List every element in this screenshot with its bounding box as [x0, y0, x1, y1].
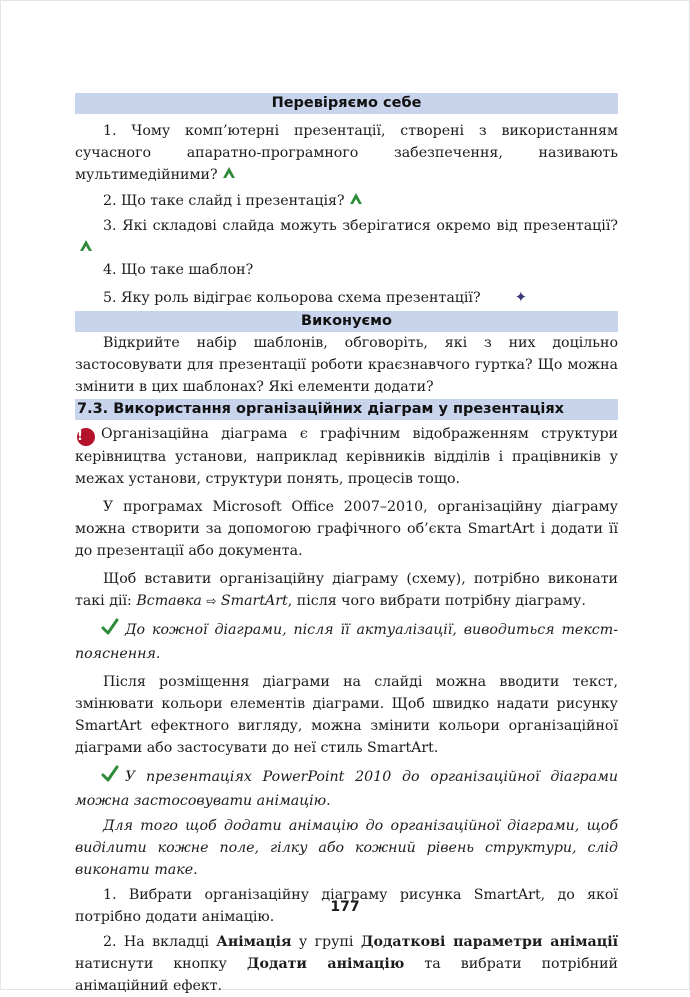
check-yourself-heading: Перевіряємо себе — [75, 93, 618, 114]
star-level-icon: ✦ — [514, 288, 528, 306]
paragraph-animation-intro: Для того щоб додати анімацію до організаційної діаграми, щоб виділити кожне поле, гілку або кожний рівень структури, слід виконати таке. — [75, 818, 618, 878]
do-it-text: Відкрийте набір шаблонів, обговоріть, які з них доцільно застосовувати для презентації роботи краєзнавчого гуртка? Що можна змінити в цих шаблонах? Які елементи додати? — [75, 335, 618, 395]
question-4: 4. Що таке шаблон? — [103, 262, 254, 278]
step-2: 2. На вкладці Анімація у групі Додаткові параметри анімації натиснути кнопку Додати анімацію та вибрати потрібний анімаційний ефект. — [75, 934, 619, 994]
question-1: 1. Чому комп’ютерні презентації, створені з використанням сучасного апаратно-програмного забезпечення, називають мультимедійними? — [75, 123, 618, 183]
note-animation: У презентаціях PowerPoint 2010 до організаційної діаграми можна застосовувати анімацію. — [75, 765, 618, 812]
question-2: 2. Що таке слайд і презентація? — [75, 190, 618, 212]
checkmark-icon — [101, 618, 119, 643]
checkmark-icon — [101, 765, 119, 790]
question-3: 3. Які складові слайда можуть зберігатися окремо від презентації? — [75, 215, 618, 259]
question-5: 5. Яку роль відіграє кольорова схема презентації? ✦ — [103, 288, 528, 306]
triangle-level-icon — [350, 193, 362, 204]
step-1: 1. Вибрати організаційну діаграму рисунка SmartArt, до якої потрібно додати анімацію. — [75, 887, 618, 925]
questions-list — [75, 120, 618, 309]
section-heading: 7.3. Використання організаційних діаграм у презентаціях — [75, 399, 618, 420]
page-content — [75, 93, 618, 997]
paragraph-after-placing: Після розміщення діаграми на слайді можна вводити текст, змінювати кольори елементів діаграми. Щоб швидко надати рисунку SmartArt ефектного вигляду, можна змінити кольори організаційної діаграми або застосувати до неї стиль SmartArt. — [75, 674, 618, 756]
note-explanation: До кожної діаграми, після її актуалізації, виводиться текст-пояснення. — [75, 618, 618, 665]
paragraph-definition: ! Організаційна діаграма є графічним відображенням структури керівництва установи, наприклад керівників відділів і працівників у межах установи, структури понять, процесів тощо. — [75, 426, 618, 487]
paragraph-insert: Щоб вставити організаційну діаграму (схему), потрібно виконати такі дії: Вставка ⇨ SmartArt, після чого вибрати потрібну діаграму. — [75, 571, 618, 609]
triangle-level-icon — [223, 167, 235, 178]
page-number: 177 — [330, 899, 360, 915]
triangle-level-icon — [80, 240, 92, 251]
paragraph-office: У програмах Microsoft Office 2007–2010, організаційну діаграму можна створити за допомогою графічного об’єкта SmartArt і додати її до презентації або документа. — [75, 499, 618, 559]
alert-icon: ! — [77, 428, 95, 446]
do-it-heading: Виконуємо — [75, 311, 618, 332]
arrow-right-icon: ⇨ — [206, 594, 217, 608]
